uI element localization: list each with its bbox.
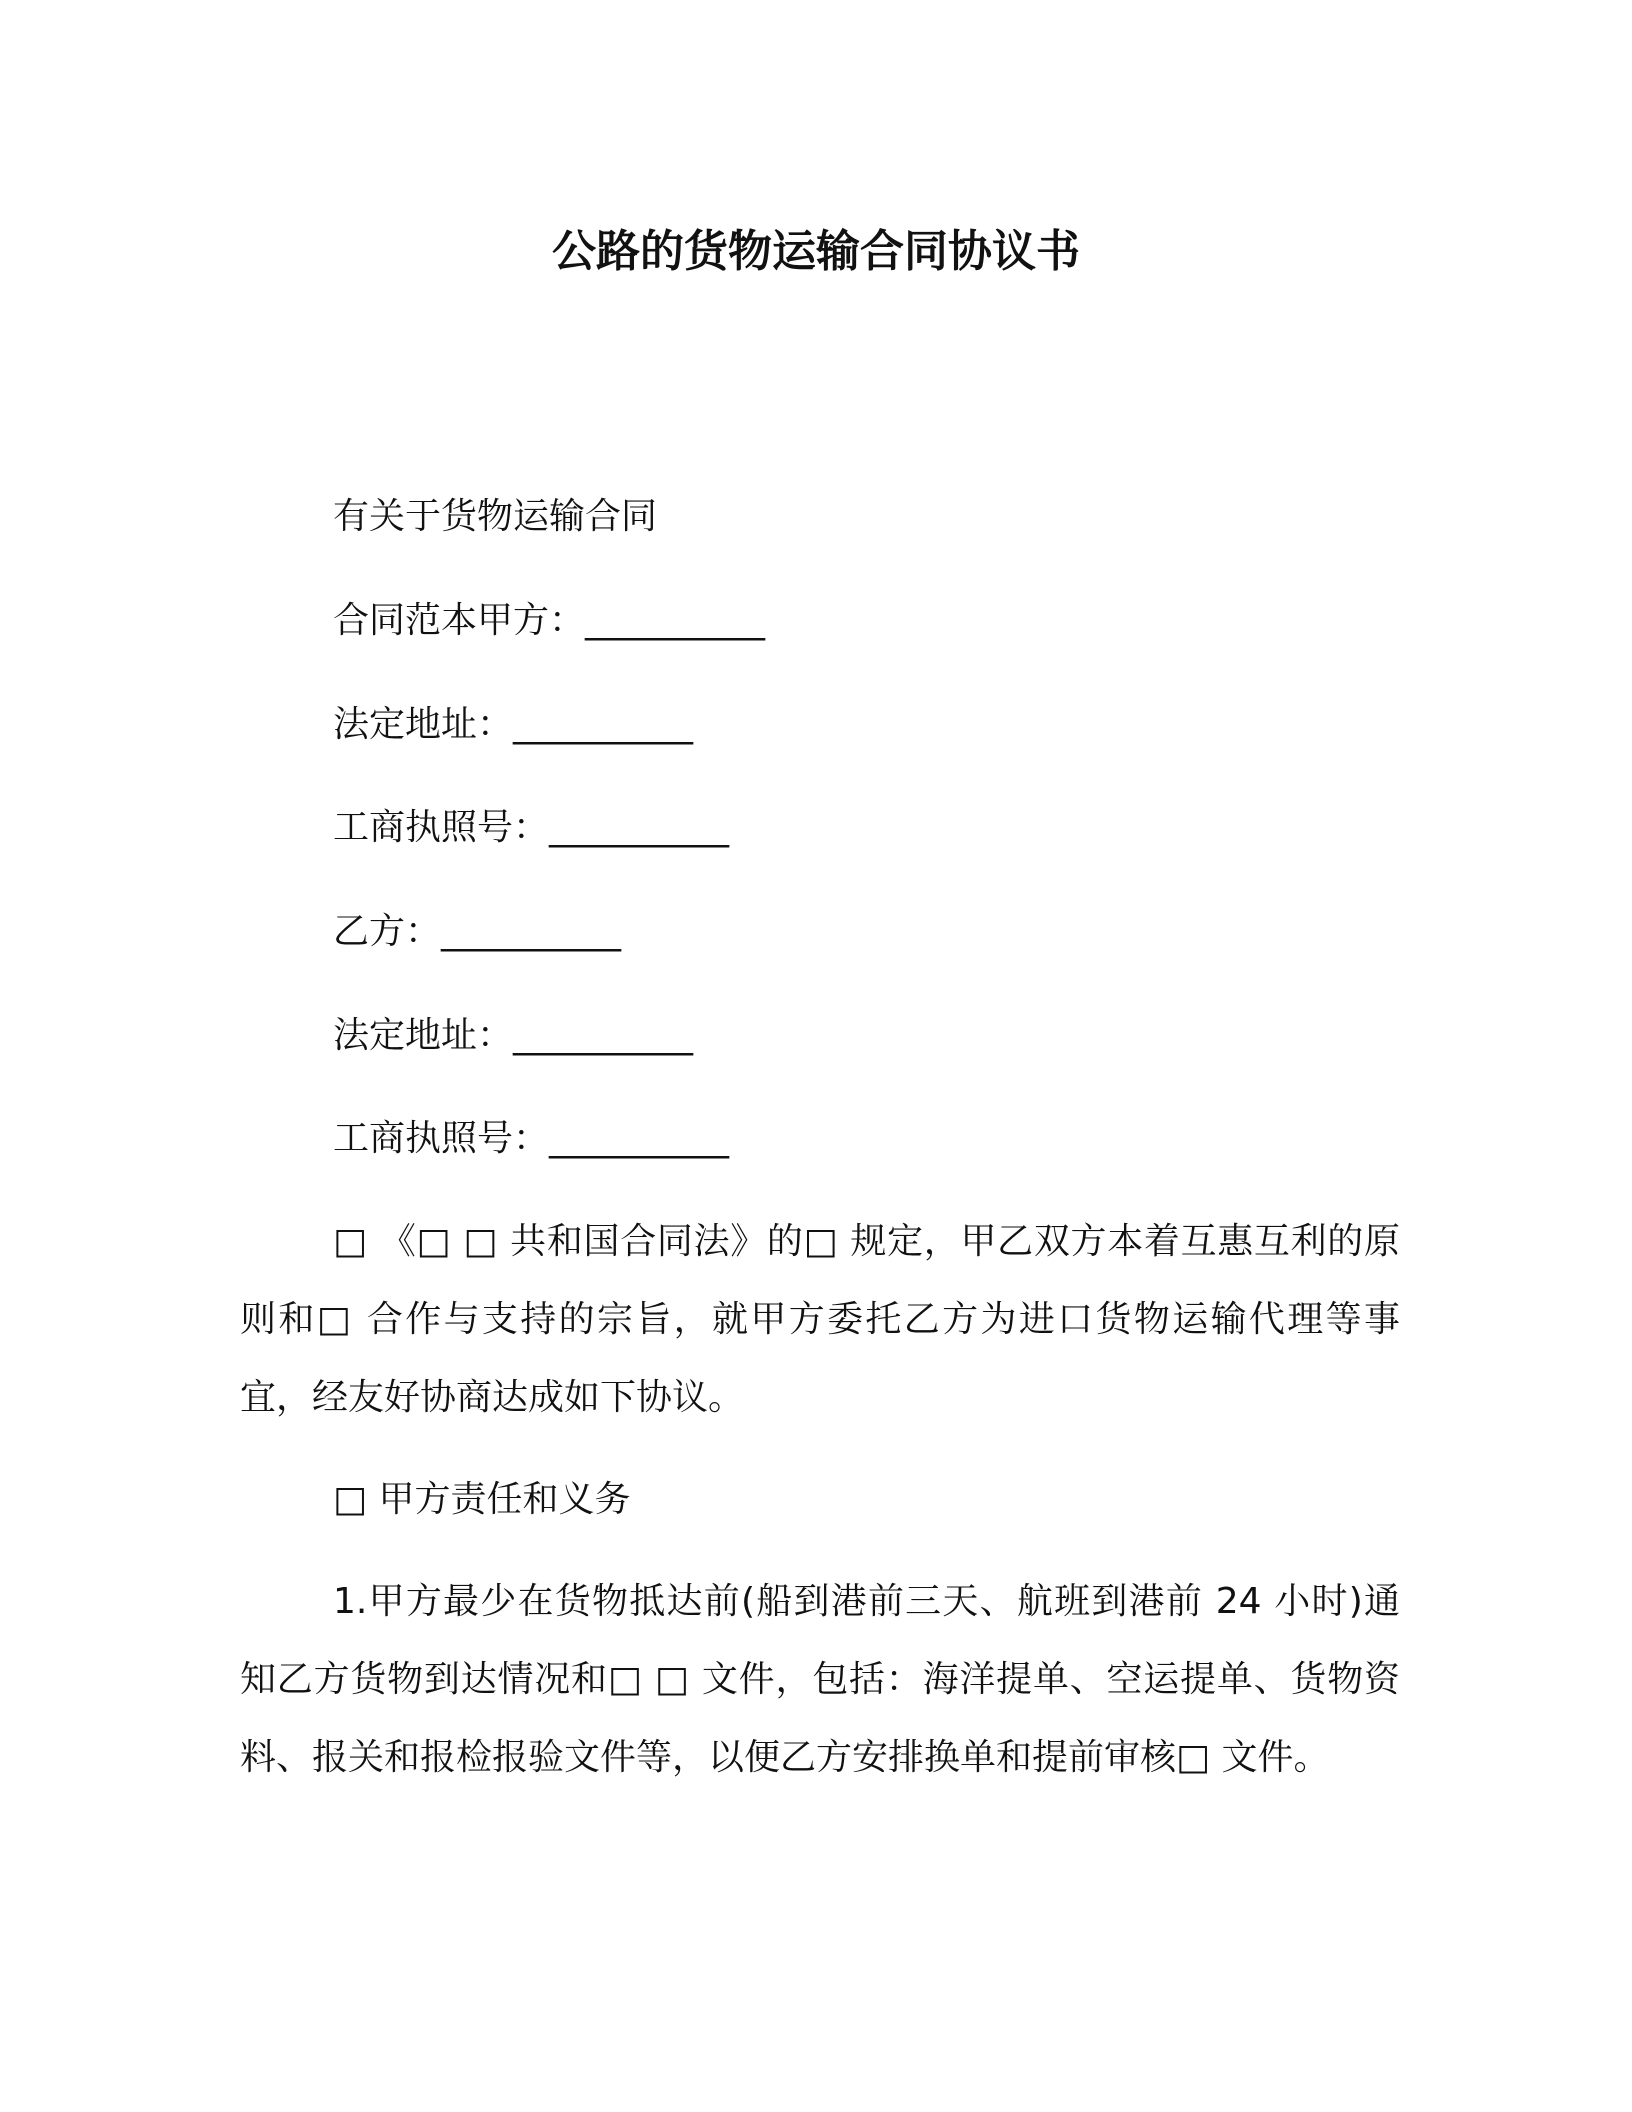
party-b-license-field: 工商执照号：__________	[333, 1118, 730, 1159]
party-a-license-field: 工商执照号：__________	[333, 807, 730, 848]
party-b-address-field: 法定地址：__________	[333, 1015, 694, 1056]
party-b-field: 乙方：__________	[333, 911, 622, 952]
intro-paragraph: □ 《□ □ 共和国合同法》的□ 规定，甲乙双方本着互惠互利的原则和□ 合作与支持的宗旨，就甲方委托乙方为进口货物运输代理等事宜，经友好协商达成如下协议。	[240, 1221, 1400, 1418]
clause-1-paragraph: 1.甲方最少在货物抵达前(船到港前三天、航班到港前 24 小时)通知乙方货物到达情况和□ □ 文件，包括：海洋提单、空运提单、货物资料、报关和报检报验文件等，以便乙方安排换单和提前审核□ 文件。	[240, 1581, 1400, 1778]
party-a-field: 合同范本甲方：__________	[333, 600, 766, 641]
document-title: 公路的货物运输合同协议书	[552, 226, 1080, 277]
party-a-address-field: 法定地址：__________	[333, 704, 694, 745]
document-subtitle: 有关于货物运输合同	[333, 496, 658, 537]
section-heading: □ 甲方责任和义务	[333, 1479, 631, 1520]
